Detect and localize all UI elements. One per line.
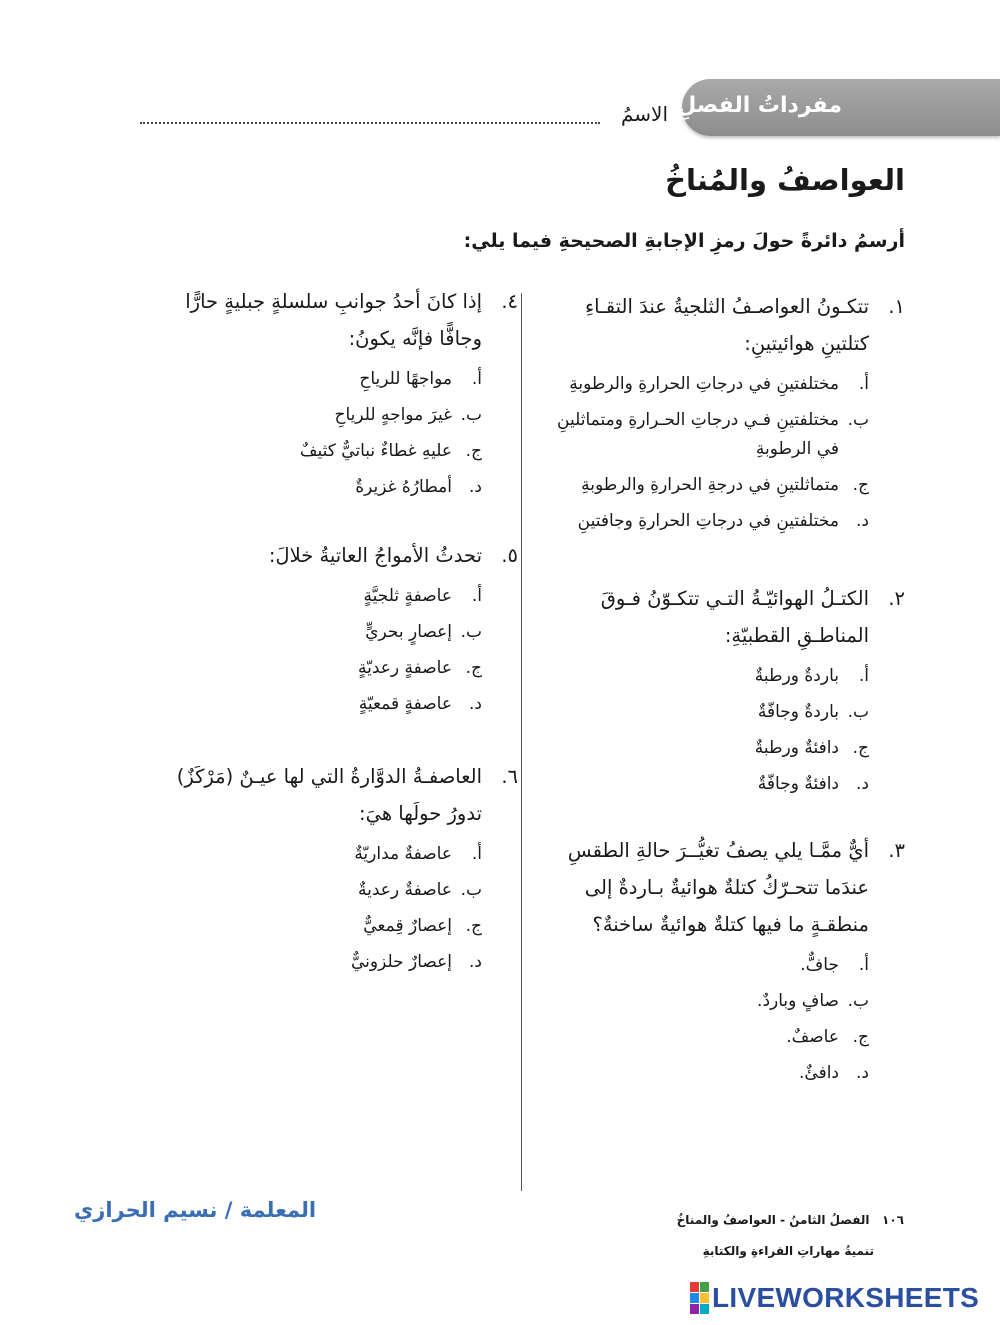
question-4: [138, 283, 518, 502]
option-d[interactable]: [533, 770, 905, 799]
option-c[interactable]: [138, 912, 518, 941]
student-name-row: [140, 102, 680, 132]
question-text: العاصفـةُ الدوَّارةُ التي لها عيـنٌ (مَرْكَزٌ) تدورُ حولَها هيَ:: [176, 765, 482, 825]
option-text: عليهِ غطاءٌ نباتيٌّ كثيفٌ: [299, 441, 452, 461]
option-text: باردةٌ ورطبةٌ: [754, 666, 839, 686]
option-d[interactable]: [533, 1059, 905, 1088]
chapter-vocabulary-tab: [677, 79, 1000, 136]
option-letter: ج.: [852, 738, 869, 758]
question-5: [138, 537, 518, 719]
chapter-title: الفصلُ الثامنُ - العواصفُ والمناخُ: [676, 1213, 870, 1227]
brand-logo-icon: [690, 1282, 709, 1314]
option-text: عاصفٌ.: [786, 1027, 839, 1047]
option-text: دافئٌ.: [799, 1063, 839, 1083]
option-c[interactable]: [138, 654, 518, 683]
option-c[interactable]: [533, 471, 905, 500]
question-text: تتكـونُ العواصـفُ الثلجيةُ عندَ التقـاءِ كتلتينِ هوائيتينِ:: [584, 295, 869, 355]
question-number: ١.: [888, 295, 905, 318]
instruction: أرسمُ دائرةً حولَ رمزِ الإجابةِ الصحيحةِ فيما يلي:: [463, 230, 905, 252]
book-title: تنميةُ مهاراتِ القراءةِ والكتابةِ: [702, 1244, 874, 1258]
option-letter: ج.: [465, 916, 482, 936]
logo-block: [700, 1293, 709, 1303]
logo-block: [690, 1293, 699, 1303]
option-letter: أ.: [471, 369, 482, 389]
logo-block: [690, 1282, 699, 1292]
option-list: [533, 662, 905, 799]
option-b[interactable]: [138, 401, 518, 430]
option-letter: د.: [469, 952, 482, 972]
option-letter: ب.: [847, 991, 869, 1011]
option-letter: د.: [856, 511, 869, 531]
option-text: مختلفتينِ فـي درجاتِ الحـرارةِ ومتماثلينِ في الرطوبةِ: [557, 410, 839, 459]
option-a[interactable]: [138, 582, 518, 611]
option-letter: د.: [469, 477, 482, 497]
teacher-name: المعلمة / نسيم الحرازي: [74, 1198, 317, 1222]
option-b[interactable]: [533, 987, 905, 1016]
question-1: [533, 288, 905, 536]
column-divider: [521, 293, 522, 1191]
option-text: مختلفتينِ في درجاتِ الحرارةِ والرطوبةِ: [569, 374, 839, 394]
option-text: إعصارٌ قِمعيٌّ: [363, 916, 452, 936]
option-letter: ج.: [852, 475, 869, 495]
option-text: أمطارُهُ غزيرةٌ: [355, 477, 452, 497]
option-letter: أ.: [858, 666, 869, 686]
option-text: عاصفةٍ قمعيّةٍ: [358, 694, 452, 714]
option-c[interactable]: [138, 437, 518, 466]
option-letter: ب.: [460, 405, 482, 425]
option-letter: أ.: [858, 374, 869, 394]
option-text: باردةٌ وجافّةٌ: [757, 702, 839, 722]
option-list: [533, 370, 905, 536]
logo-block: [690, 1304, 699, 1314]
option-text: عاصفةٌ مداريّةٌ: [354, 844, 452, 864]
logo-block: [700, 1282, 709, 1292]
question-text: الكتـلُ الهوائيّـةُ التـي تتكـوّنُ فـوقَ المناطـقِ القطبيّةِ:: [600, 587, 869, 647]
option-b[interactable]: [138, 876, 518, 905]
option-letter: ج.: [465, 658, 482, 678]
page-footer: [677, 1213, 904, 1227]
option-b[interactable]: [138, 618, 518, 647]
option-text: دافئةٌ وجافّةٌ: [757, 774, 839, 794]
brand-text: LIVEWORKSHEETS: [712, 1282, 980, 1313]
option-letter: ب.: [847, 702, 869, 722]
name-label: الاسمُ: [620, 102, 668, 126]
option-letter: د.: [469, 694, 482, 714]
page-number: ١٠٦: [882, 1213, 904, 1227]
option-list: [138, 840, 518, 977]
question-6: [138, 758, 518, 977]
option-a[interactable]: [138, 365, 518, 394]
option-letter: أ.: [471, 586, 482, 606]
option-letter: ب.: [460, 622, 482, 642]
option-text: مواجهًا للرياحِ: [359, 369, 452, 389]
option-text: جافٌّ.: [800, 955, 839, 975]
page-title: العواصفُ والمُناخُ: [665, 163, 905, 197]
option-letter: ب.: [847, 410, 869, 430]
question-number: ٦.: [501, 765, 518, 788]
option-d[interactable]: [138, 473, 518, 502]
option-letter: د.: [856, 774, 869, 794]
option-text: إعصارٍ بحريٍّ: [365, 622, 452, 642]
option-text: دافئةٌ ورطبةٌ: [754, 738, 839, 758]
option-text: إعصارٌ حلزونيٌّ: [350, 952, 452, 972]
option-text: عاصفةٍ رعديّةٍ: [358, 658, 452, 678]
option-c[interactable]: [533, 734, 905, 763]
option-letter: ب.: [460, 880, 482, 900]
option-text: متماثلتينِ في درجةِ الحرارةِ والرطوبةِ: [581, 475, 839, 495]
question-number: ٣.: [888, 839, 905, 862]
question-2: [533, 580, 905, 799]
option-b[interactable]: [533, 406, 905, 464]
option-text: عاصفةٌ رعديةٌ: [358, 880, 452, 900]
option-a[interactable]: [138, 840, 518, 869]
option-a[interactable]: [533, 951, 905, 980]
question-number: ٤.: [501, 290, 518, 313]
tab-label: مفرداتُ الفصلِ: [677, 93, 842, 118]
option-c[interactable]: [533, 1023, 905, 1052]
option-d[interactable]: [138, 948, 518, 977]
question-text: إذا كانَ أحدُ جوانبِ سلسلةٍ جبليةٍ حارًّا وجافًّا فإنَّه يكونُ:: [185, 290, 482, 350]
question-3: [533, 832, 905, 1088]
option-d[interactable]: [533, 507, 905, 536]
name-field[interactable]: [140, 122, 600, 124]
question-text: تحدثُ الأمواجُ العاتيةُ خلالَ:: [268, 544, 482, 567]
question-number: ٥.: [501, 544, 518, 567]
option-text: مختلفتينِ في درجاتِ الحرارةِ وجافتينِ: [577, 511, 839, 531]
option-letter: أ.: [471, 844, 482, 864]
option-letter: ج.: [465, 441, 482, 461]
question-number: ٢.: [888, 587, 905, 610]
option-b[interactable]: [533, 698, 905, 727]
option-a[interactable]: [533, 370, 905, 399]
option-d[interactable]: [138, 690, 518, 719]
option-letter: د.: [856, 1063, 869, 1083]
option-text: غيرَ مواجهٍ للرياحِ: [334, 405, 452, 425]
option-text: عاصفةٍ ثلجيَّةٍ: [363, 586, 452, 606]
logo-block: [700, 1304, 709, 1314]
option-a[interactable]: [533, 662, 905, 691]
liveworksheets-brand: [690, 1282, 979, 1314]
option-letter: أ.: [858, 955, 869, 975]
option-list: [533, 951, 905, 1088]
option-list: [138, 582, 518, 719]
question-text: أيٌّ ممَّـا يلي يصفُ تغيُّــرَ حالةِ الطقسِ عندَما تتحـرّكُ كتلةٌ هوائيةٌ بـاردةٌ إلى منطقـةٍ ما فيها كتلةٌ هوائيةٌ ساخنةٌ؟: [567, 839, 869, 936]
option-text: صافٍ وباردٌ.: [757, 991, 839, 1011]
option-letter: ج.: [852, 1027, 869, 1047]
option-list: [138, 365, 518, 502]
